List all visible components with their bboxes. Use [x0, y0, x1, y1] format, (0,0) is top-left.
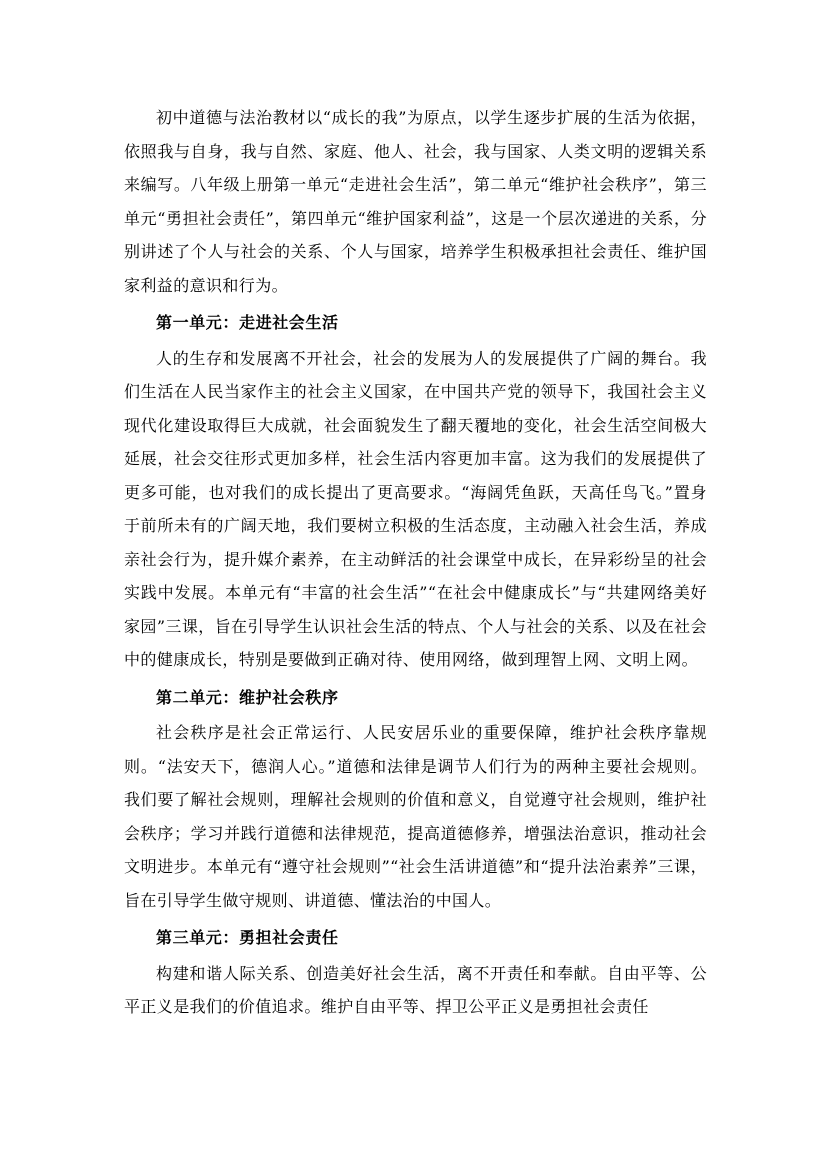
unit2-paragraph: 社会秩序是社会正常运行、人民安居乐业的重要保障，维护社会秩序靠规则。“法安天下，德润人心。”道德和法律是调节人们行为的两种主要社会规则。我们要了解社会规则，理解社会规则的价值和意义，自觉遵守社会规则，维护社会秩序；学习并践行道德和法律规范，提高道德修养，增强法治意识，推动社会文明进步。本单元有“遵守社会规则”“社会生活讲道德”和“提升法治素养”三课，旨在引导学生做守规则、讲道德、懂法治的中国人。	[124, 723, 707, 910]
unit1-paragraph: 人的生存和发展离不开社会，社会的发展为人的发展提供了广阔的舞台。我们生活在人民当家作主的社会主义国家，在中国共产党的领导下，我国社会主义现代化建设取得巨大成就，社会面貌发生了翻天覆地的变化，社会生活空间极大延展，社会交往形式更加多样，社会生活内容更加丰富。这为我们的发展提供了更多可能，也对我们的成长提出了更高要求。“海阔凭鱼跃，天高任鸟飞。”置身于前所未有的广阔天地，我们要树立积极的生活态度，主动融入社会生活，养成亲社会行为，提升媒介素养，在主动鲜活的社会课堂中成长，在异彩纷呈的社会实践中发展。本单元有“丰富的社会生活”“在社会中健康成长”与“共建网络美好家园”三课，旨在引导学生认识社会生活的特点、个人与社会的关系、以及在社会中的健康成长，特别是要做到正确对待、使用网络，做到理智上网、文明上网。	[124, 348, 707, 669]
unit2-heading: 第二单元：维护社会秩序	[156, 687, 339, 707]
document-body	[124, 101, 707, 1024]
intro-paragraph: 初中道德与法治教材以“成长的我”为原点，以学生逐步扩展的生活为依据，依照我与自身，我与自然、家庭、他人、社会，我与国家、人类文明的逻辑关系来编写。八年级上册第一单元“走进社会生活”，第二单元“维护社会秩序”，第三单元“勇担社会责任”，第四单元“维护国家利益”，这是一个层次递进的关系，分别讲述了个人与社会的关系、个人与国家，培养学生积极承担社会责任、维护国家利益的意识和行为。	[124, 108, 707, 295]
unit3-paragraph: 构建和谐人际关系、创造美好社会生活，离不开责任和奉献。自由平等、公平正义是我们的价值追求。维护自由平等、捍卫公平正义是勇担社会责任	[124, 963, 707, 1016]
unit1-heading: 第一单元：走进社会生活	[156, 313, 339, 332]
unit3-heading: 第三单元：勇担社会责任	[156, 928, 339, 947]
